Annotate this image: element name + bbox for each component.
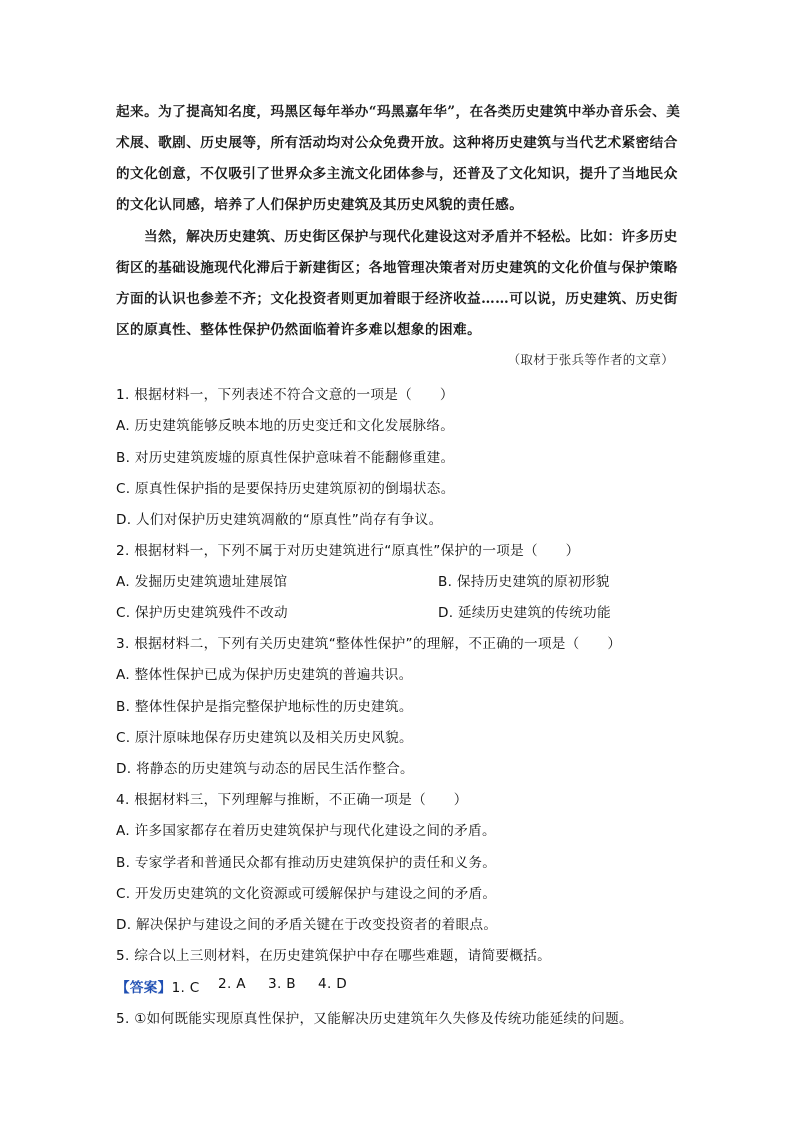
question-option: D. 人们对保护历史建筑凋敝的“原真性”尚存有争议。 [116, 512, 443, 528]
question-option: B. 保持历史建筑的原初形貌 [438, 574, 610, 590]
passage-line: 当然，解决历史建筑、历史街区保护与现代化建设这对矛盾并不轻松。比如：许多历史 [144, 229, 678, 245]
passage-line: 街区的基础设施现代化滞后于新建街区；各地管理决策者对历史建筑的文化价值与保护策略 [116, 260, 678, 276]
passage-line: 方面的认识也参差不齐；文化投资者则更加着眼于经济收益……可以说，历史建筑、历史街 [116, 291, 678, 307]
passage-line: 术展、歌剧、历史展等，所有活动均对公众免费开放。这种将历史建筑与当代艺术紧密结合 [116, 135, 678, 151]
passage-line: 区的原真性、整体性保护仍然面临着许多难以想象的困难。 [116, 322, 482, 338]
question-stem: 2. 根据材料一，下列不属于对历史建筑进行“原真性”保护的一项是（ ） [116, 543, 580, 559]
answer-item: 2. A [218, 976, 246, 992]
question-option: A. 发掘历史建筑遗址建展馆 [116, 574, 288, 590]
passage-line: 的文化创意，不仅吸引了世界众多主流文化团体参与，还普及了文化知识，提升了当地民众 [116, 166, 678, 182]
question-stem: 4. 根据材料三，下列理解与推断，不正确一项是（ ） [116, 792, 468, 808]
question-option: B. 对历史建筑废墟的原真性保护意味着不能翻修重建。 [116, 450, 455, 466]
question-option: D. 解决保护与建设之间的矛盾关键在于改变投资者的着眼点。 [116, 917, 498, 933]
answer-label: 【答案】 [116, 980, 172, 996]
question-option: C. 原真性保护指的是要保持历史建筑原初的倒塌状态。 [116, 481, 455, 497]
question-option: B. 整体性保护是指完整保护地标性的历史建筑。 [116, 699, 413, 715]
question-option: C. 原汁原味地保存历史建筑以及相关历史风貌。 [116, 730, 413, 746]
question-option: D. 将静态的历史建筑与动态的居民生活作整合。 [116, 761, 414, 777]
question-stem: 1. 根据材料一，下列表述不符合文意的一项是（ ） [116, 387, 454, 403]
answer-item: 3. B [268, 976, 296, 992]
passage-line: 起来。为了提高知名度，玛黑区每年举办“玛黑嘉年华”，在各类历史建筑中举办音乐会、美 [116, 104, 681, 120]
question-option: A. 历史建筑能够反映本地的历史变迁和文化发展脉络。 [116, 418, 455, 434]
question-option: A. 整体性保护已成为保护历史建筑的普遍共识。 [116, 667, 413, 683]
question-stem: 5. 综合以上三则材料，在历史建筑保护中存在哪些难题，请简要概括。 [116, 948, 552, 964]
answer-row [116, 976, 200, 996]
question-option: C. 保护历史建筑残件不改动 [116, 605, 288, 621]
passage-source: （取材于张兵等作者的文章） [507, 352, 674, 367]
answer-item: 4. D [318, 976, 347, 992]
passage-line: 的文化认同感，培养了人们保护历史建筑及其历史风貌的责任感。 [116, 197, 524, 213]
question-option: D. 延续历史建筑的传统功能 [438, 605, 611, 621]
answer-item: 1. C [171, 980, 200, 996]
answer-q5-line: 5. ①如何既能实现原真性保护，又能解决历史建筑年久失修及传统功能延续的问题。 [116, 1011, 633, 1027]
question-option: B. 专家学者和普通民众都有推动历史建筑保护的责任和义务。 [116, 855, 497, 871]
question-option: A. 许多国家都存在着历史建筑保护与现代化建设之间的矛盾。 [116, 823, 496, 839]
question-option: C. 开发历史建筑的文化资源或可缓解保护与建设之间的矛盾。 [116, 886, 497, 902]
question-stem: 3. 根据材料二，下列有关历史建筑“整体性保护”的理解，不正确的一项是（ ） [116, 636, 622, 652]
